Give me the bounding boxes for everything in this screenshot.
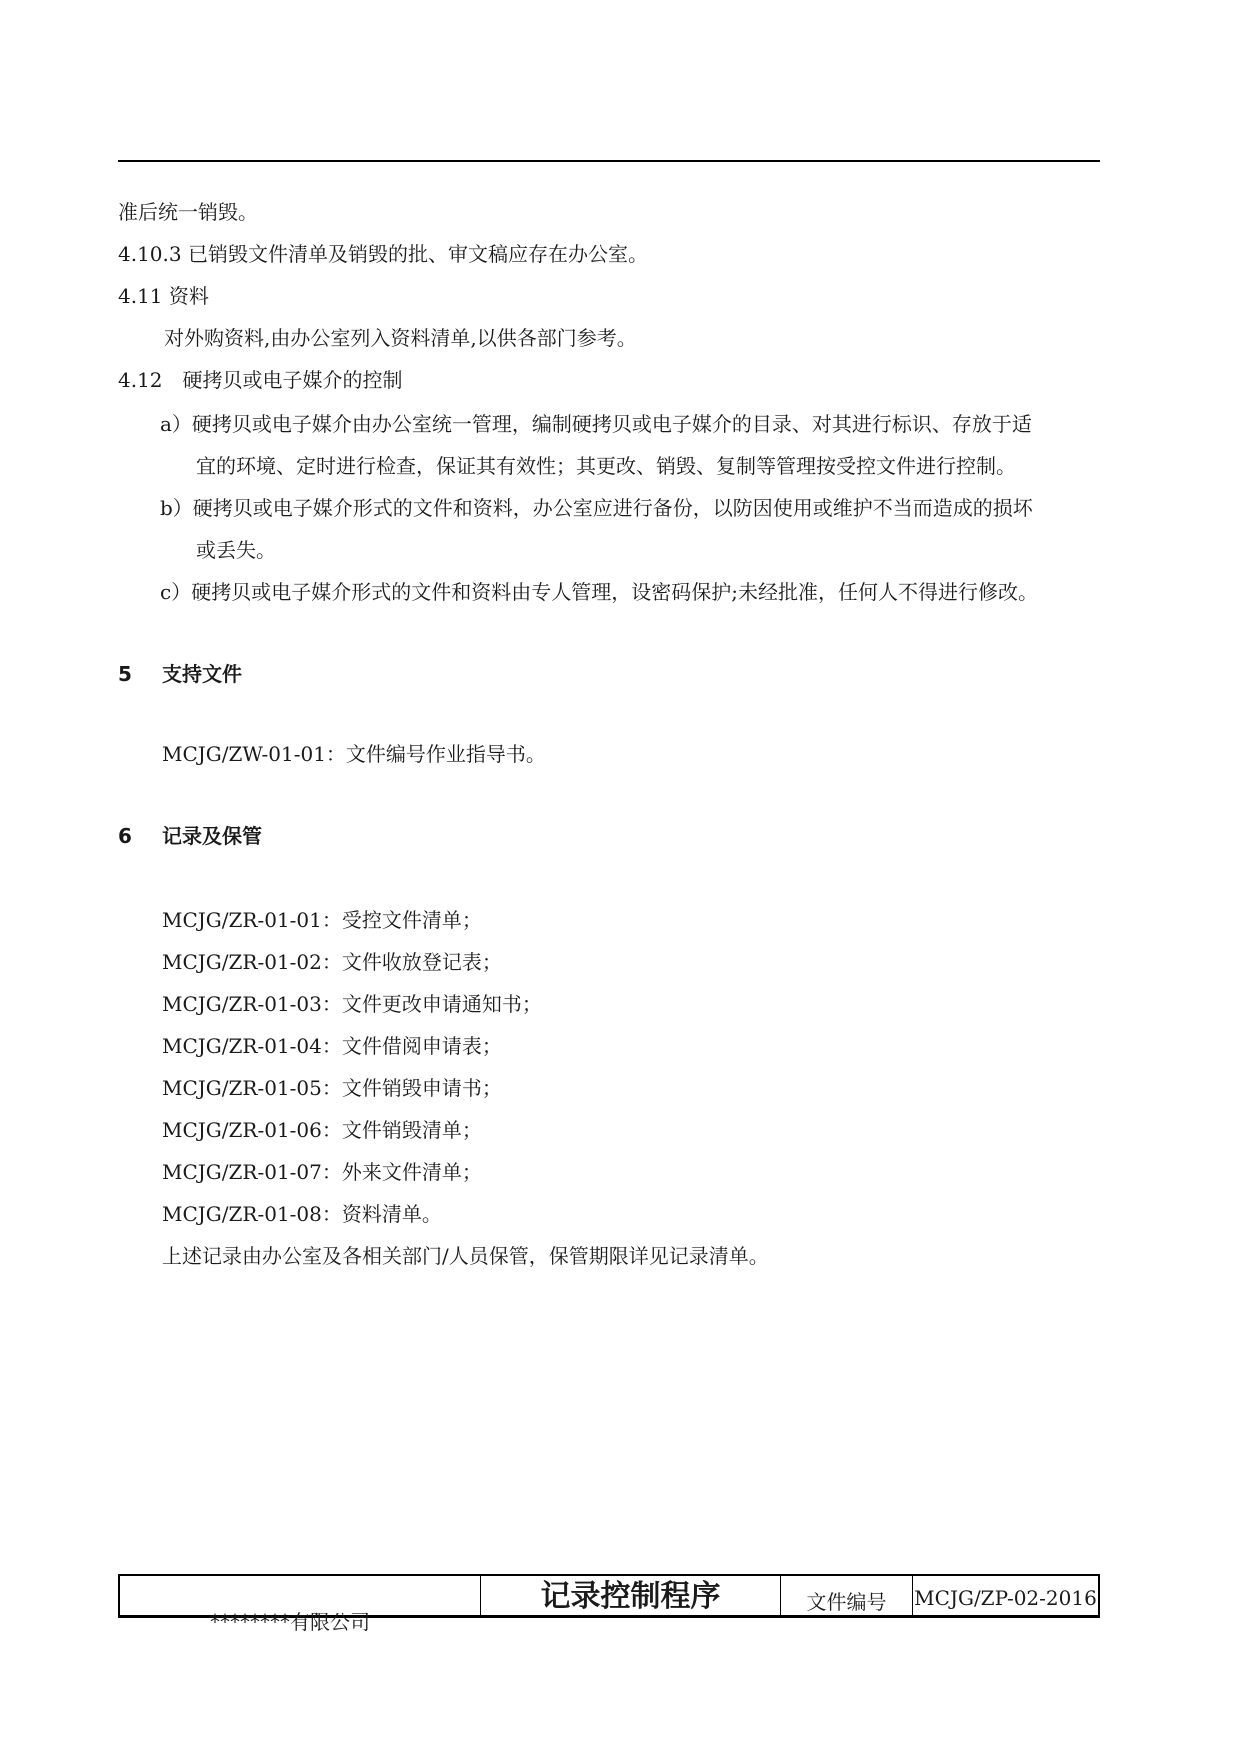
doc-number-cell bbox=[913, 1576, 1098, 1615]
paragraph-line: 宜的环境、定时进行检查，保证其有效性；其更改、销毁、复制等管理按受控文件进行控制。 bbox=[196, 454, 1016, 478]
paragraph-line: 4.11 资料 bbox=[118, 284, 209, 308]
list-item: MCJG/ZR-01-08：资料清单。 bbox=[162, 1202, 442, 1226]
doc-number-label: 文件编号 bbox=[806, 1590, 887, 1614]
header-rule bbox=[118, 160, 1100, 162]
list-item: MCJG/ZR-01-06：文件销毁清单； bbox=[162, 1118, 482, 1142]
list-item: MCJG/ZR-01-04：文件借阅申请表； bbox=[162, 1034, 502, 1058]
doc-number: MCJG/ZP-02-2016 bbox=[914, 1586, 1097, 1610]
section-heading bbox=[118, 824, 262, 848]
list-item: MCJG/ZR-01-05：文件销毁申请书； bbox=[162, 1076, 502, 1100]
footer-table bbox=[118, 1574, 1100, 1634]
company-name: ********有限公司 bbox=[210, 1610, 370, 1634]
paragraph-line: a）硬拷贝或电子媒介由办公室统一管理，编制硬拷贝或电子媒介的目录、对其进行标识、存放于适 bbox=[160, 412, 1032, 436]
company-cell bbox=[120, 1576, 481, 1634]
section-title: 记录及保管 bbox=[162, 824, 262, 848]
doc-number-label-cell bbox=[781, 1576, 913, 1615]
paragraph-line: 对外购资料,由办公室列入资料清单,以供各部门参考。 bbox=[164, 326, 637, 350]
section-title: 支持文件 bbox=[162, 662, 242, 686]
title-cell bbox=[481, 1576, 781, 1615]
paragraph-line: b）硬拷贝或电子媒介形式的文件和资料，办公室应进行备份，以防因使用或维护不当而造成的损坏 bbox=[160, 496, 1033, 520]
document-title: 记录控制程序 bbox=[540, 1579, 721, 1614]
section-number: 6 bbox=[118, 824, 132, 848]
list-item: MCJG/ZR-01-07：外来文件清单； bbox=[162, 1160, 482, 1184]
paragraph-line: 4.10.3 已销毁文件清单及销毁的批、审文稿应存在办公室。 bbox=[118, 242, 648, 266]
paragraph-line: c）硬拷贝或电子媒介形式的文件和资料由专人管理，设密码保护;未经批准，任何人不得进行修改。 bbox=[160, 580, 1038, 604]
list-item: MCJG/ZW-01-01：文件编号作业指导书。 bbox=[162, 742, 546, 766]
closing-note: 上述记录由办公室及各相关部门/人员保管，保管期限详见记录清单。 bbox=[162, 1244, 769, 1268]
section-heading bbox=[118, 662, 242, 686]
list-item: MCJG/ZR-01-03：文件更改申请通知书； bbox=[162, 992, 542, 1016]
section-number: 5 bbox=[118, 662, 132, 686]
list-item: MCJG/ZR-01-01：受控文件清单； bbox=[162, 908, 482, 932]
paragraph-line: 4.12 硬拷贝或电子媒介的控制 bbox=[118, 368, 403, 392]
paragraph-line: 准后统一销毁。 bbox=[118, 200, 258, 224]
paragraph-line: 或丢失。 bbox=[196, 538, 276, 562]
list-item: MCJG/ZR-01-02：文件收放登记表； bbox=[162, 950, 502, 974]
